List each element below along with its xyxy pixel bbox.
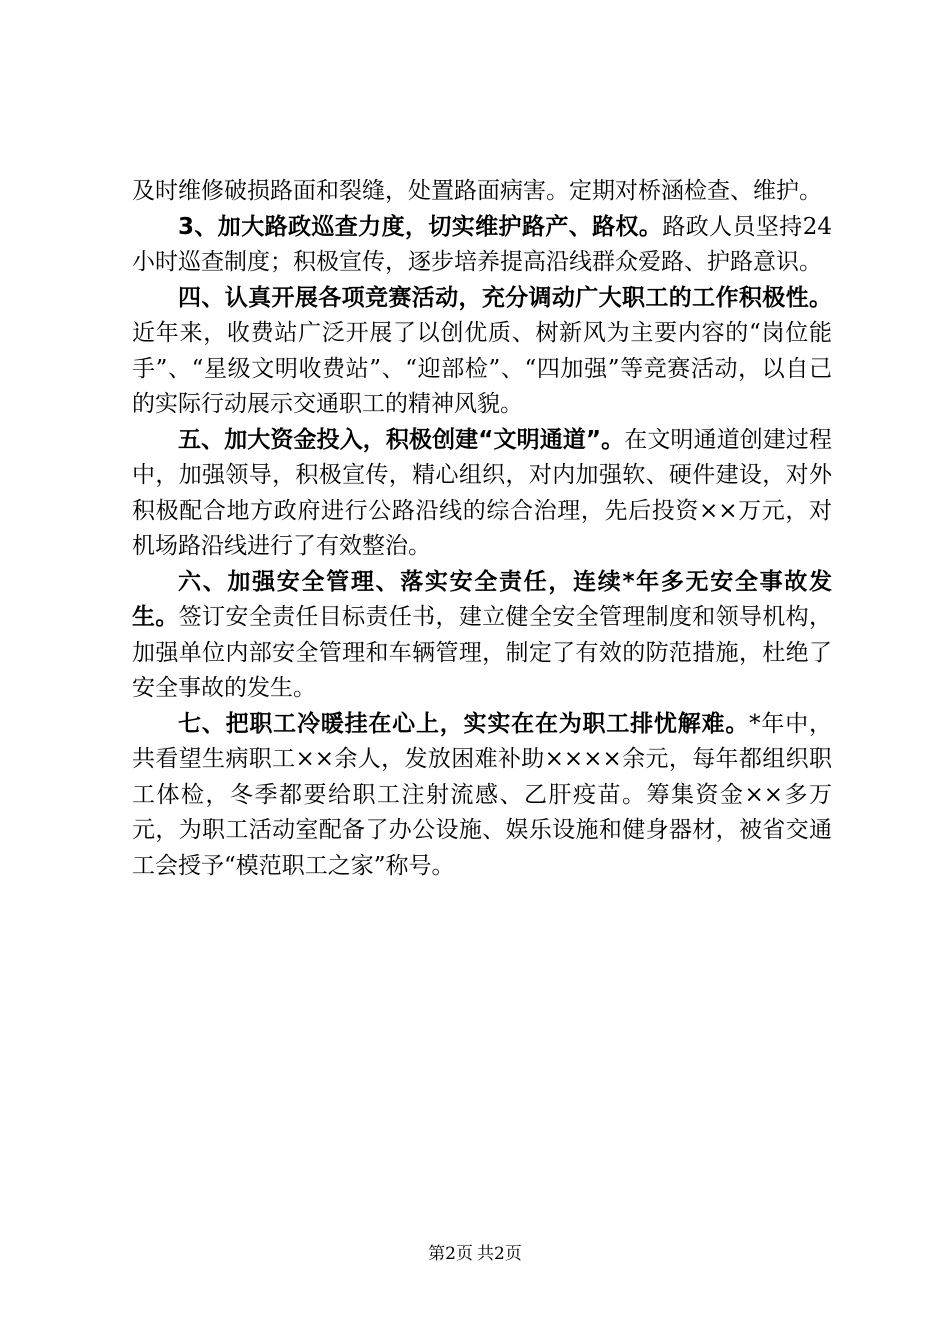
paragraph-competitions xyxy=(132,281,832,423)
document-body xyxy=(132,174,832,884)
paragraph-continuation xyxy=(132,174,832,210)
paragraph-body: 及时维修破损路面和裂缝，处置路面病害。定期对桥涵检查、维护。 xyxy=(132,178,822,204)
paragraph-body: 在文明通道创建过程中，加强领导，积极宣传，精心组织，对内加强软、硬件建设，对外积极配合地方政府进行公路沿线的综合治理，先后投资××万元，对机场路沿线进行了有效整治。 xyxy=(132,426,833,559)
paragraph-lead: 3、加大路政巡查力度，切实维护路产、路权。 xyxy=(178,213,663,240)
paragraph-safety xyxy=(132,565,832,707)
paragraph-lead: 五、加大资金投入，积极创建“文明通道”。 xyxy=(178,426,625,453)
paragraph-body: 路政人员坚持24小时巡查制度；积极宣传，逐步培养提高沿线群众爱路、护路意识。 xyxy=(132,213,832,275)
paragraph-road-patrol xyxy=(132,210,832,281)
paragraph-civilized-corridor xyxy=(132,423,832,565)
page-footer xyxy=(0,1243,950,1265)
paragraph-lead: 七、把职工冷暖挂在心上，实实在在为职工排忧解难。 xyxy=(178,710,750,737)
paragraph-body: *年中，共看望生病职工××余人，发放困难补助××××余元，每年都组织职工体检，冬季都要给职工注射流感、乙肝疫苗。筹集资金××多万元，为职工活动室配备了办公设施、娱乐设施和健身器材，被省交通工会授予“模范职工之家”称号。 xyxy=(132,710,833,879)
paragraph-body: 近年来，收费站广泛开展了以创优质、树新风为主要内容的“岗位能手”、“星级文明收费站”、“迎部检”、“四加强”等竞赛活动，以自己的实际行动展示交通职工的精神风貌。 xyxy=(132,320,832,417)
paragraph-body: 签订安全责任目标责任书，建立健全安全管理制度和领导机构，加强单位内部安全管理和车辆管理，制定了有效的防范措施，杜绝了安全事故的发生。 xyxy=(132,604,833,701)
paragraph-lead: 六、加强安全管理、落实安全责任，连续*年多无安全事故发生。 xyxy=(132,568,832,630)
paragraph-lead: 四、认真开展各项竞赛活动，充分调动广大职工的工作积极性。 xyxy=(178,284,832,311)
page-total: 共2页 xyxy=(477,1244,522,1264)
page-number: 第2页 xyxy=(428,1244,473,1264)
paragraph-staff-welfare xyxy=(132,707,832,885)
